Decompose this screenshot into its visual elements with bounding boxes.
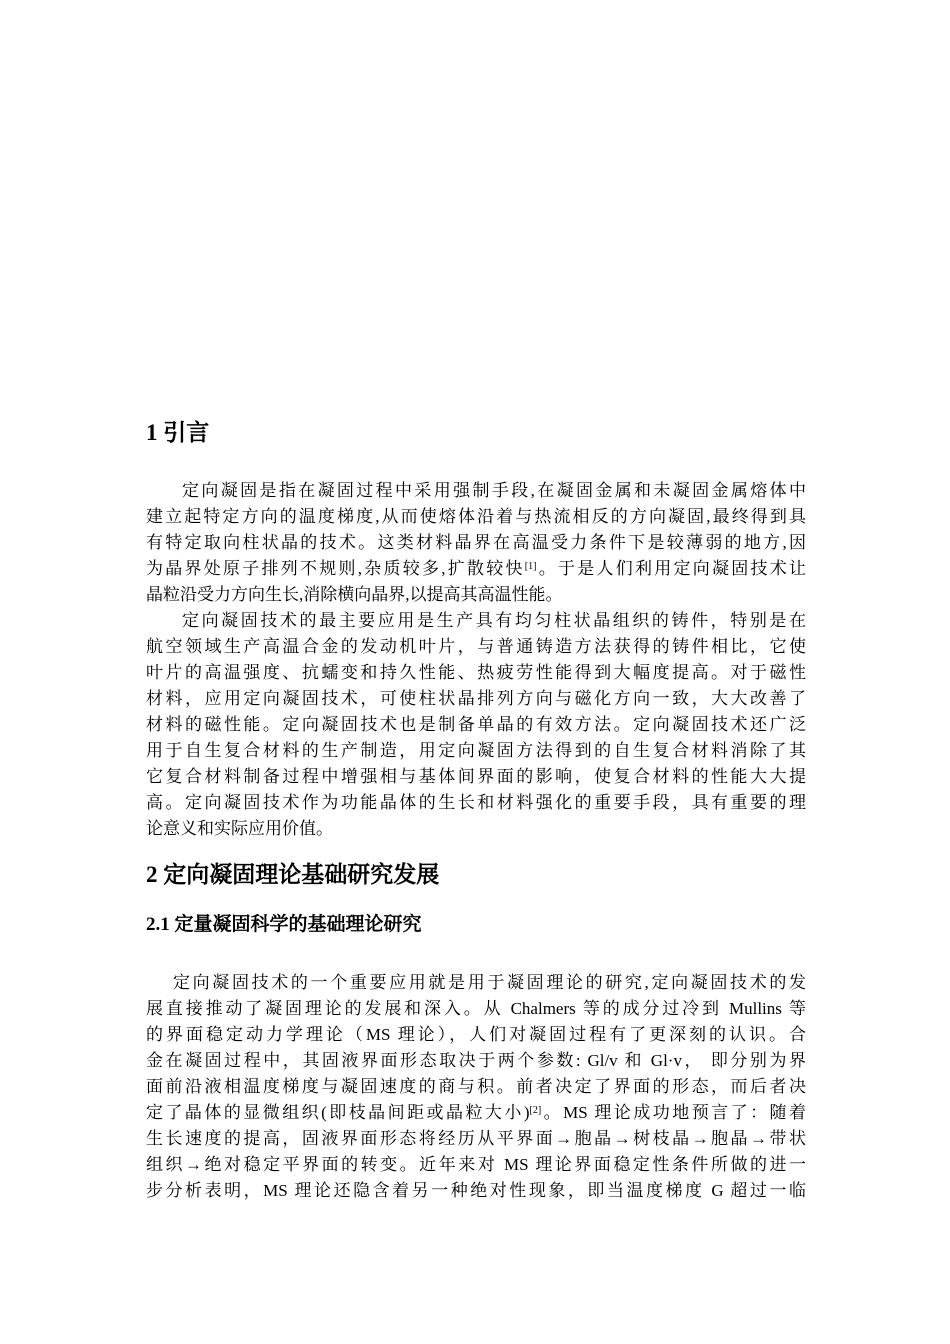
paragraph-line: 材料的磁性能。定向凝固技术也是制备单晶的有效方法。定向凝固技术还广泛 <box>146 715 806 734</box>
paragraph-line: 它复合材料制备过程中增强相与基体间界面的影响，使复合材料的性能大大提 <box>146 767 806 786</box>
paragraph-line: 步分析表明，MS 理论还隐含着另一种绝对性现象，即当温度梯度 G 超过一临 <box>146 1181 806 1200</box>
paragraph-line: 晶粒沿受力方向生长,消除横向晶界,以提高其高温性能。 <box>146 585 563 604</box>
paragraph-line: 定向凝固技术的一个重要应用就是用于凝固理论的研究,定向凝固技术的发 <box>173 973 806 992</box>
paragraph-line: 叶片的高温强度、抗蠕变和持久性能、热疲劳性能得到大幅度提高。对于磁性 <box>146 663 806 682</box>
paragraph-line: 用于自生复合材料的生产制造，用定向凝固方法得到的自生复合材料消除了其 <box>146 741 806 760</box>
section-heading-theory: 2 定向凝固理论基础研究发展 <box>146 862 440 887</box>
paragraph-line: 航空领域生产高温合金的发动机叶片，与普通铸造方法获得的铸件相比，它使 <box>146 637 806 656</box>
paragraph-introduction-2 <box>146 608 806 842</box>
paragraph-line: 材料，应用定向凝固技术，可使柱状晶排列方向与磁化方向一致，大大改善了 <box>146 689 806 708</box>
paragraph-line-text: 。MS 理论成功地预言了：随着 <box>541 1103 806 1122</box>
paragraph-line-text: 定了晶体的显微组织(即枝晶间距或晶粒大小) <box>146 1103 530 1122</box>
paragraph-line: 有特定取向柱状晶的技术。这类材料晶界在高温受力条件下是较薄弱的地方,因 <box>146 533 806 552</box>
paragraph-line: 面前沿液相温度梯度与凝固速度的商与积。前者决定了界面的形态，而后者决 <box>146 1077 806 1096</box>
paragraph-line: 论意义和实际应用价值。 <box>146 819 333 838</box>
paragraph-line <box>146 556 806 582</box>
paragraph-line: 展直接推动了凝固理论的发展和深入。从 Chalmers 等的成分过冷到 Mullins 等 <box>146 999 806 1018</box>
paragraph-line <box>146 1100 806 1126</box>
paragraph-line: 组织→绝对稳定平界面的转变。近年来对 MS 理论界面稳定性条件所做的进一 <box>146 1155 806 1174</box>
paragraph-line: 定向凝固是指在凝固过程中采用强制手段,在凝固金属和未凝固金属熔体中 <box>182 481 806 500</box>
citation-ref-1: [1] <box>524 561 537 572</box>
subsection-heading-2-1: 2.1 定量凝固科学的基础理论研究 <box>146 914 422 935</box>
citation-ref-2: [2] <box>529 1105 542 1116</box>
section-heading-introduction: 1 引言 <box>146 420 210 445</box>
paragraph-line-text: 为晶界处原子排列不规则,杂质较多,扩散较快 <box>146 559 525 578</box>
paragraph-line: 高。定向凝固技术作为功能晶体的生长和材料强化的重要手段，具有重要的理 <box>146 793 806 812</box>
paragraph-line: 建立起特定方向的温度梯度,从而使熔体沿着与热流相反的方向凝固,最终得到具 <box>146 507 806 526</box>
paragraph-line: 金在凝固过程中，其固液界面形态取决于两个参数: Gl/v 和 Gl·v， 即分别为界 <box>146 1051 806 1070</box>
paragraph-line: 的界面稳定动力学理论（MS 理论），人们对凝固过程有了更深刻的认识。合 <box>146 1025 806 1044</box>
paragraph-introduction-1 <box>146 478 806 608</box>
paragraph-line-text: 。于是人们利用定向凝固技术让 <box>536 559 806 578</box>
paragraph-theory-1 <box>146 970 806 1204</box>
paragraph-line: 生长速度的提高，固液界面形态将经历从平界面→胞晶→树枝晶→胞晶→带状 <box>146 1129 806 1148</box>
paragraph-line: 定向凝固技术的最主要应用是生产具有均匀柱状晶组织的铸件，特别是在 <box>182 611 806 630</box>
